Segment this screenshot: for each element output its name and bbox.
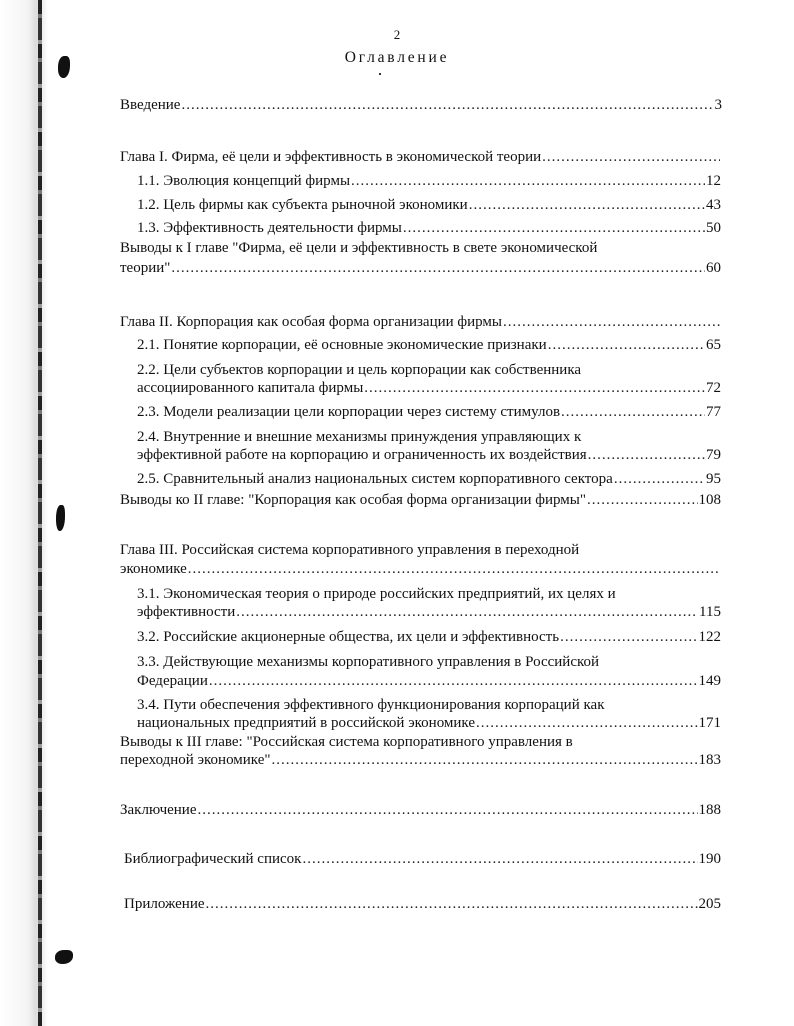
toc-entry-page: 65 bbox=[706, 337, 721, 353]
toc-entry-label: 1.1. Эволюция концепций фирмы bbox=[137, 173, 351, 189]
dot-leader bbox=[587, 491, 698, 510]
toc-section-3-2[interactable] bbox=[137, 628, 721, 647]
toc-chapter-3[interactable] bbox=[120, 560, 721, 579]
toc-section-3-1[interactable] bbox=[137, 603, 721, 622]
toc-entry-label: Введение bbox=[120, 97, 181, 113]
toc-entry-page: 50 bbox=[706, 220, 721, 236]
dot-leader bbox=[198, 801, 698, 820]
toc-entry-label: 3.2. Российские акционерные общества, их цели и эффективность bbox=[137, 629, 560, 645]
toc-section-3-1-line1[interactable]: 3.1. Экономическая теория о природе российских предприятий, их целях и bbox=[137, 586, 616, 602]
dot-leader bbox=[548, 336, 705, 355]
dot-leader bbox=[614, 470, 705, 489]
toc-section-1-2[interactable] bbox=[137, 196, 721, 215]
scan-blot bbox=[55, 950, 73, 964]
toc-conclusion-2[interactable] bbox=[120, 491, 721, 510]
toc-section-3-4-line1[interactable]: 3.4. Пути обеспечения эффективного функционирования корпораций как bbox=[137, 697, 605, 713]
dot-leader bbox=[236, 603, 698, 622]
toc-entry-page: 190 bbox=[698, 851, 721, 867]
dot-leader bbox=[181, 96, 713, 115]
toc-entry-page: 43 bbox=[706, 197, 721, 213]
dot-leader bbox=[351, 172, 705, 191]
toc-section-2-4-line1[interactable]: 2.4. Внутренние и внешние механизмы принуждения управляющих к bbox=[137, 429, 582, 445]
toc-section-3-3[interactable] bbox=[137, 672, 721, 691]
binding-edge bbox=[38, 0, 42, 1026]
toc-entry-page: 79 bbox=[706, 447, 721, 463]
toc-entry-page: 122 bbox=[698, 629, 721, 645]
toc-entry-label: 2.5. Сравнительный анализ национальных систем корпоративного сектора bbox=[137, 471, 613, 487]
toc-conclusion-1-line1[interactable]: Выводы к I главе "Фирма, её цели и эффективность в свете экономической bbox=[120, 240, 598, 256]
toc-entry-page: 115 bbox=[699, 604, 721, 620]
toc-conclusion-3-line1[interactable]: Выводы к III главе: "Российская система корпоративного управления в bbox=[120, 734, 573, 750]
toc-chapter-3-line1[interactable]: Глава III. Российская система корпоративного управления в переходной bbox=[120, 542, 580, 558]
dot-leader bbox=[476, 714, 697, 733]
toc-conclusion-3[interactable] bbox=[120, 751, 721, 770]
toc-entry-page: 77 bbox=[706, 404, 721, 420]
toc-entry-label: Федерации bbox=[137, 673, 208, 689]
toc-section-2-5[interactable] bbox=[137, 470, 721, 489]
toc-entry-bibliography[interactable] bbox=[124, 850, 721, 869]
dot-leader bbox=[403, 219, 705, 238]
toc-entry-label: 2.1. Понятие корпорации, её основные экономические признаки bbox=[137, 337, 547, 353]
dot-leader bbox=[272, 751, 698, 770]
toc-entry-label: Приложение bbox=[124, 896, 205, 912]
toc-entry-page: 60 bbox=[706, 260, 721, 276]
toc-section-3-3-line1[interactable]: 3.3. Действующие механизмы корпоративного управления в Российской bbox=[137, 654, 600, 670]
toc-conclusion-1[interactable] bbox=[120, 259, 721, 278]
toc-entry-label: Заключение bbox=[120, 802, 197, 818]
page-number: 2 bbox=[393, 27, 401, 42]
toc-entry-label: Выводы ко II главе: "Корпорация как особая форма организации фирмы" bbox=[120, 492, 586, 508]
dot-leader bbox=[588, 446, 705, 465]
toc-entry-conclusion[interactable] bbox=[120, 801, 721, 820]
dot-leader bbox=[171, 259, 705, 278]
dot-leader bbox=[469, 196, 705, 215]
toc-section-2-3[interactable] bbox=[137, 403, 721, 422]
toc-entry-label: 1.2. Цель фирмы как субъекта рыночной экономики bbox=[137, 197, 468, 213]
toc-entry-label: эффективности bbox=[137, 604, 236, 620]
page-title: Оглавление bbox=[344, 49, 450, 66]
toc-chapter-1[interactable] bbox=[120, 148, 721, 167]
dot-leader bbox=[188, 560, 720, 579]
toc-entry-page: 149 bbox=[698, 673, 721, 689]
toc-entry-intro[interactable] bbox=[120, 96, 722, 115]
toc-entry-label: ассоциированного капитала фирмы bbox=[137, 380, 364, 396]
toc-chapter-2[interactable] bbox=[120, 313, 721, 332]
toc-entry-page: 95 bbox=[706, 471, 721, 487]
toc-section-1-3[interactable] bbox=[137, 219, 721, 238]
toc-entry-page: 188 bbox=[698, 802, 721, 818]
toc-entry-label: 1.3. Эффективность деятельности фирмы bbox=[137, 220, 402, 236]
toc-section-2-1[interactable] bbox=[137, 336, 721, 355]
dot-leader bbox=[542, 148, 720, 167]
toc-entry-page: 205 bbox=[698, 896, 721, 912]
dot-leader bbox=[364, 379, 705, 398]
toc-entry-page: 72 bbox=[706, 380, 721, 396]
toc-entry-label: переходной экономике" bbox=[120, 752, 271, 768]
toc-section-2-4[interactable] bbox=[137, 446, 721, 465]
toc-entry-page: 183 bbox=[698, 752, 721, 768]
dot-leader bbox=[206, 895, 698, 914]
toc-entry-label: национальных предприятий в российской экономике bbox=[137, 715, 476, 731]
dot-leader bbox=[561, 403, 705, 422]
dot-leader bbox=[302, 850, 697, 869]
toc-chapter-label: экономике bbox=[120, 561, 187, 577]
dot-leader bbox=[209, 672, 698, 691]
toc-entry-appendix[interactable] bbox=[124, 895, 721, 914]
toc-chapter-label: Глава I. Фирма, её цели и эффективность в экономической теории bbox=[120, 149, 542, 165]
dot-leader bbox=[503, 313, 720, 332]
toc-entry-page: 12 bbox=[706, 173, 721, 189]
toc-section-2-2[interactable] bbox=[137, 379, 721, 398]
dot-leader bbox=[560, 628, 697, 647]
toc-chapter-label: Глава II. Корпорация как особая форма организации фирмы bbox=[120, 314, 503, 330]
scan-speck bbox=[379, 73, 381, 75]
toc-section-1-1[interactable] bbox=[137, 172, 721, 191]
toc-section-2-2-line1[interactable]: 2.2. Цели субъектов корпорации и цель корпорации как собственника bbox=[137, 362, 582, 378]
toc-entry-page: 3 bbox=[714, 97, 722, 113]
toc-entry-page: 171 bbox=[698, 715, 721, 731]
toc-entry-label: эффективной работе на корпорацию и ограниченность их воздействия bbox=[137, 447, 587, 463]
toc-entry-label: 2.3. Модели реализации цели корпорации через систему стимулов bbox=[137, 404, 561, 420]
toc-section-3-4[interactable] bbox=[137, 714, 721, 733]
toc-entry-page: 108 bbox=[698, 492, 721, 508]
scan-blot bbox=[56, 505, 65, 531]
toc-entry-label: Библиографический список bbox=[124, 851, 302, 867]
toc-entry-label: теории" bbox=[120, 260, 171, 276]
